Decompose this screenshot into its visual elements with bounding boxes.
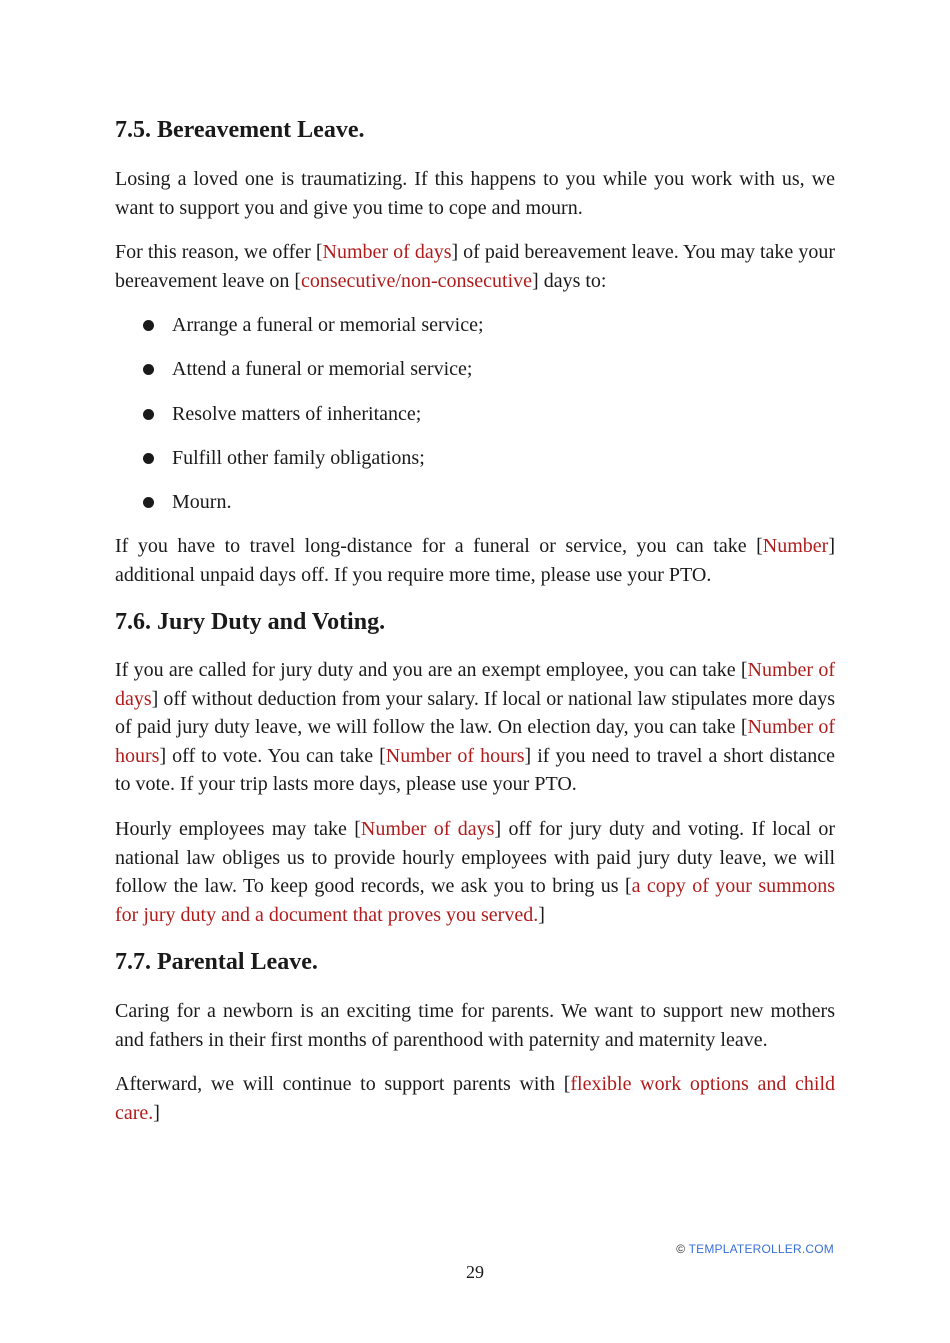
section-heading-parental-leave: 7.7. Parental Leave. — [115, 949, 318, 975]
page-number: 29 — [466, 1262, 484, 1282]
bullet-icon — [143, 320, 154, 331]
list-item: Resolve matters of inheritance; — [115, 400, 835, 444]
placeholder-number: Number — [762, 535, 829, 557]
list-item: Arrange a funeral or memorial service; — [115, 311, 835, 355]
bullet-icon — [143, 364, 154, 375]
placeholder-number-of-days: Number of days — [115, 659, 836, 710]
list-item: Attend a funeral or memorial service; — [115, 355, 835, 399]
placeholder-number-of-days: Number of days — [322, 241, 452, 263]
list-item: Fulfill other family obligations; — [115, 444, 835, 488]
placeholder-summons-document: a copy of your summons for jury duty and a document that proves you served. — [115, 875, 835, 926]
section-heading-jury-duty: 7.6. Jury Duty and Voting. — [115, 609, 386, 635]
bereavement-reasons-list — [115, 311, 835, 532]
brand-text: TEMPLATEROLLER.COM — [688, 1242, 834, 1256]
bereavement-offer-paragraph: For this reason, we offer [Number of days] of paid bereavement leave. You may take your bereavement leave on [consecutive/non-consecutive] days to: — [115, 241, 835, 292]
templateroller-link[interactable] — [676, 1242, 834, 1256]
bereavement-intro-paragraph: Losing a loved one is traumatizing. If this happens to you while you work with us, we want to support you and give you time to cope and mourn. — [115, 168, 835, 219]
placeholder-number-of-hours: Number of hours — [385, 744, 525, 767]
placeholder-number-of-days: Number of days — [360, 818, 495, 840]
placeholder-consecutive: consecutive/non-consecutive — [301, 269, 533, 292]
placeholder-number-of-hours: Number of hours — [115, 716, 835, 767]
jury-exempt-paragraph: If you are called for jury duty and you are an exempt employee, you can take [Number of days] off without deduction from your salary. If local or national law stipulates more days of paid jury duty leave, we will follow the law. On election day, you can take [Number of hours] off to vote. You can take [Number of hours] if you need to travel a short distance to vote. If your trip lasts more days, please use your PTO. — [115, 659, 836, 796]
copyright-icon: © — [676, 1242, 686, 1256]
section-heading-bereavement: 7.5. Bereavement Leave. — [115, 117, 365, 143]
bullet-icon — [143, 409, 154, 420]
parental-support-paragraph: Afterward, we will continue to support parents with [flexible work options and child care.] — [115, 1073, 836, 1124]
bullet-icon — [143, 453, 154, 464]
parental-intro-paragraph: Caring for a newborn is an exciting time for parents. We want to support new mothers and fathers in their first months of parenthood with paternity and maternity leave. — [115, 1000, 835, 1051]
placeholder-flexible-work: flexible work options and child care. — [115, 1073, 836, 1124]
jury-hourly-paragraph: Hourly employees may take [Number of days] off for jury duty and voting. If local or national law obliges us to provide hourly employees with paid jury duty leave, we will follow the law. To keep good records, we ask you to bring us [a copy of your summons for jury duty and a document that proves you served.] — [115, 818, 835, 926]
bereavement-travel-paragraph: If you have to travel long-distance for a funeral or service, you can take [Number] additional unpaid days off. If you require more time, please use your PTO. — [115, 535, 835, 586]
list-item: Mourn. — [115, 488, 835, 532]
bullet-icon — [143, 497, 154, 508]
